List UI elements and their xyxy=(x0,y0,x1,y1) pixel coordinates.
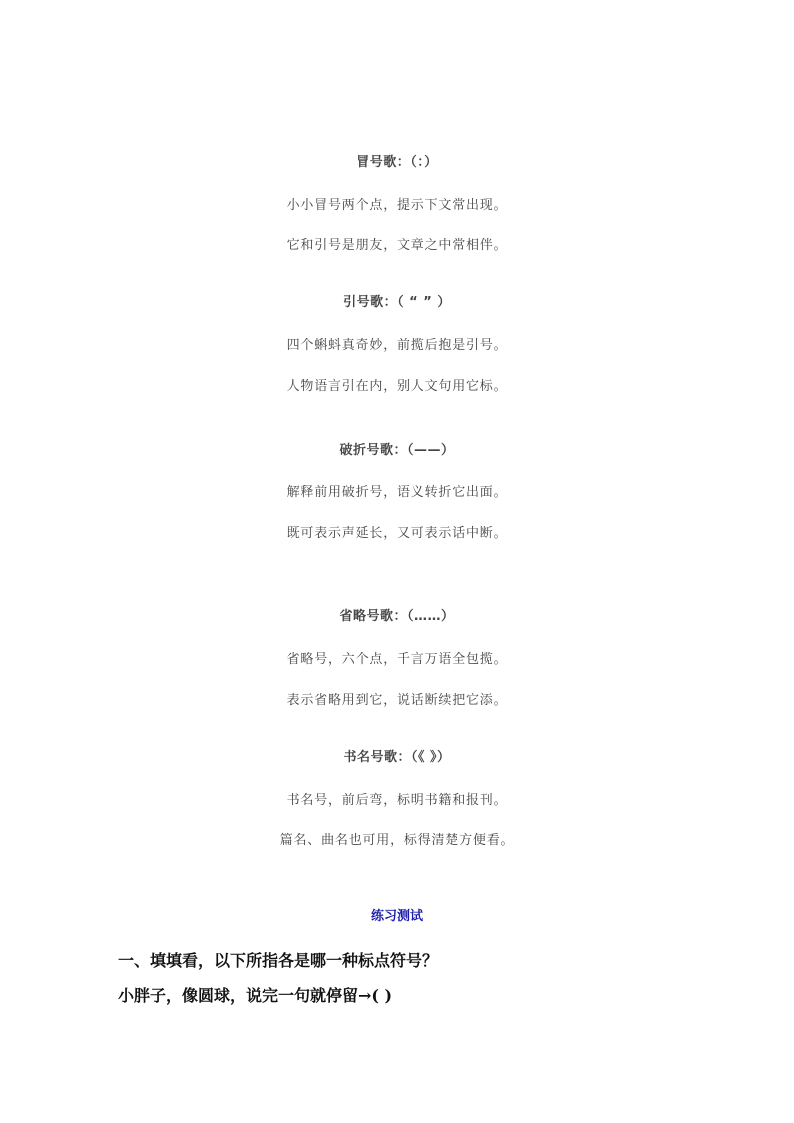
quote-song-title: 引号歌：（ “ ” ） xyxy=(343,295,451,310)
practice-test-heading: 练习测试 xyxy=(370,909,423,924)
quote-song-line-2: 人物语言引在内，别人文句用它标。 xyxy=(286,379,508,394)
dash-song-line-1: 解释前用破折号，语义转折它出面。 xyxy=(286,485,508,500)
book-title-song-line-1: 书名号，前后弯，标明书籍和报刊。 xyxy=(286,793,508,808)
colon-song-line-2: 它和引号是朋友，文章之中常相伴。 xyxy=(286,238,508,253)
ellipsis-song-line-2: 表示省略用到它，说话断续把它添。 xyxy=(286,693,508,708)
question-1-item-1: 小胖子，像圆球，说完一句就停留→( ) xyxy=(118,986,393,1005)
dash-song-line-2: 既可表示声延长，又可表示话中断。 xyxy=(286,526,508,541)
book-title-song-title: 书名号歌：（《 》） xyxy=(343,750,451,765)
question-1-prompt: 一、填填看，以下所指各是哪一种标点符号？ xyxy=(118,951,439,970)
colon-song-title: 冒号歌：（：） xyxy=(356,155,438,170)
book-title-song-line-2: 篇名、曲名也可用，标得清楚方便看。 xyxy=(279,833,515,848)
colon-song-line-1: 小小冒号两个点，提示下文常出现。 xyxy=(286,198,508,213)
quote-song-line-1: 四个蝌蚪真奇妙，前揽后抱是引号。 xyxy=(286,338,508,353)
ellipsis-song-title: 省略号歌：（……） xyxy=(339,609,455,624)
dash-song-title: 破折号歌：（——） xyxy=(339,443,455,458)
ellipsis-song-line-1: 省略号，六个点，千言万语全包揽。 xyxy=(286,652,508,667)
